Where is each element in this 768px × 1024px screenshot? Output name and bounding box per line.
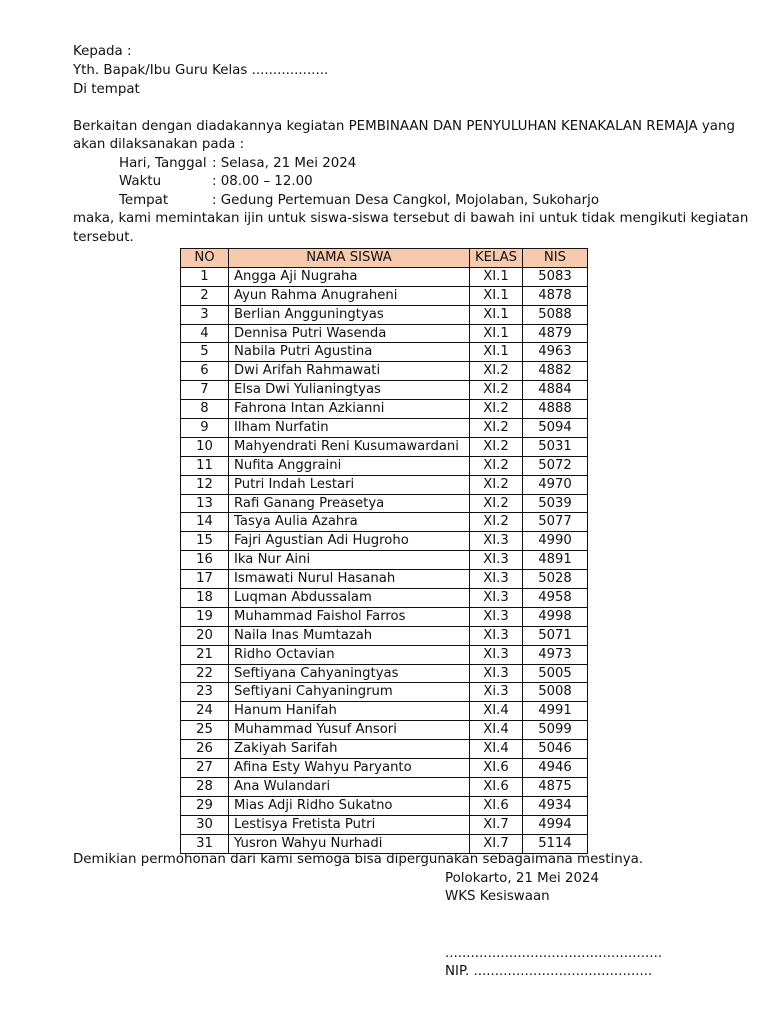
cell-no: 10 xyxy=(181,437,229,456)
table-row xyxy=(181,759,588,778)
cell-nis: 5114 xyxy=(523,834,588,853)
cell-name: Seftiyani Cahyaningrum xyxy=(229,683,470,702)
header-kelas: KELAS xyxy=(470,249,523,268)
header-no: NO xyxy=(181,249,229,268)
cell-no: 26 xyxy=(181,740,229,759)
table-row xyxy=(181,267,588,286)
recipient-label: Kepada : xyxy=(73,44,132,59)
cell-no: 31 xyxy=(181,834,229,853)
table-header-row xyxy=(181,249,588,268)
cell-kelas: XI.3 xyxy=(470,607,523,626)
cell-nis: 4879 xyxy=(523,324,588,343)
cell-nis: 5077 xyxy=(523,513,588,532)
cell-kelas: XI.2 xyxy=(470,437,523,456)
cell-name: Dwi Arifah Rahmawati xyxy=(229,362,470,381)
cell-name: Ilham Nurfatin xyxy=(229,419,470,438)
table-row xyxy=(181,589,588,608)
cell-kelas: XI.6 xyxy=(470,759,523,778)
cell-name: Elsa Dwi Yulianingtyas xyxy=(229,381,470,400)
place: Di tempat xyxy=(73,82,140,97)
cell-name: Muhammad Faishol Farros xyxy=(229,607,470,626)
detail-time xyxy=(119,173,313,191)
cell-kelas: XI.7 xyxy=(470,834,523,853)
table-row xyxy=(181,494,588,513)
cell-nis: 4882 xyxy=(523,362,588,381)
cell-nis: 4994 xyxy=(523,815,588,834)
cell-no: 27 xyxy=(181,759,229,778)
table-row xyxy=(181,437,588,456)
cell-name: Berlian Angguningtyas xyxy=(229,305,470,324)
table-row xyxy=(181,721,588,740)
detail-date xyxy=(119,155,356,173)
table-row xyxy=(181,626,588,645)
student-rows xyxy=(181,267,588,853)
cell-name: Fajri Agustian Adi Hugroho xyxy=(229,532,470,551)
cell-nis: 4878 xyxy=(523,286,588,305)
cell-name: Dennisa Putri Wasenda xyxy=(229,324,470,343)
cell-no: 8 xyxy=(181,400,229,419)
table-row xyxy=(181,305,588,324)
cell-nis: 4991 xyxy=(523,702,588,721)
detail-time-value: : 08.00 – 12.00 xyxy=(212,174,313,189)
cell-nis: 4998 xyxy=(523,607,588,626)
cell-kelas: XI.1 xyxy=(470,324,523,343)
cell-name: Afina Esty Wahyu Paryanto xyxy=(229,759,470,778)
cell-kelas: XI.3 xyxy=(470,570,523,589)
cell-kelas: XI.2 xyxy=(470,362,523,381)
cell-name: Ridho Octavian xyxy=(229,645,470,664)
cell-name: Muhammad Yusuf Ansori xyxy=(229,721,470,740)
cell-name: Ayun Rahma Anugraheni xyxy=(229,286,470,305)
cell-no: 22 xyxy=(181,664,229,683)
cell-no: 11 xyxy=(181,456,229,475)
table-row xyxy=(181,362,588,381)
cell-nis: 5046 xyxy=(523,740,588,759)
cell-kelas: XI.7 xyxy=(470,815,523,834)
table-row xyxy=(181,419,588,438)
cell-name: Mias Adji Ridho Sukatno xyxy=(229,796,470,815)
cell-kelas: XI.4 xyxy=(470,702,523,721)
table-row xyxy=(181,645,588,664)
cell-no: 4 xyxy=(181,324,229,343)
signature-name-line: ................................................... xyxy=(445,946,663,961)
cell-kelas: XI.6 xyxy=(470,796,523,815)
table-row xyxy=(181,286,588,305)
cell-name: Tasya Aulia Azahra xyxy=(229,513,470,532)
cell-name: Mahyendrati Reni Kusumawardani xyxy=(229,437,470,456)
cell-kelas: XI.2 xyxy=(470,400,523,419)
detail-venue xyxy=(119,192,599,210)
table-row xyxy=(181,513,588,532)
cell-no: 29 xyxy=(181,796,229,815)
signature-place-date: Polokarto, 21 Mei 2024 xyxy=(445,871,600,886)
cell-name: Yusron Wahyu Nurhadi xyxy=(229,834,470,853)
table-row xyxy=(181,324,588,343)
table-row xyxy=(181,381,588,400)
cell-nis: 5083 xyxy=(523,267,588,286)
cell-kelas: XI.4 xyxy=(470,721,523,740)
cell-no: 24 xyxy=(181,702,229,721)
cell-nis: 4973 xyxy=(523,645,588,664)
cell-kelas: XI.2 xyxy=(470,381,523,400)
cell-no: 5 xyxy=(181,343,229,362)
cell-no: 20 xyxy=(181,626,229,645)
cell-kelas: XI.2 xyxy=(470,419,523,438)
cell-nis: 5071 xyxy=(523,626,588,645)
cell-no: 7 xyxy=(181,381,229,400)
table-row xyxy=(181,702,588,721)
cell-name: Ismawati Nurul Hasanah xyxy=(229,570,470,589)
cell-kelas: XI.1 xyxy=(470,286,523,305)
table-row xyxy=(181,343,588,362)
cell-kelas: XI.1 xyxy=(470,267,523,286)
student-table xyxy=(180,248,588,854)
cell-kelas: XI.3 xyxy=(470,645,523,664)
cell-name: Naila Inas Mumtazah xyxy=(229,626,470,645)
cell-name: Putri Indah Lestari xyxy=(229,475,470,494)
cell-nis: 4888 xyxy=(523,400,588,419)
cell-nis: 5005 xyxy=(523,664,588,683)
cell-nis: 5028 xyxy=(523,570,588,589)
cell-nis: 5008 xyxy=(523,683,588,702)
cell-no: 30 xyxy=(181,815,229,834)
cell-nis: 4946 xyxy=(523,759,588,778)
cell-kelas: XI.3 xyxy=(470,532,523,551)
cell-no: 21 xyxy=(181,645,229,664)
detail-time-label: Waktu xyxy=(119,174,162,189)
cell-name: Ana Wulandari xyxy=(229,777,470,796)
cell-kelas: XI.2 xyxy=(470,475,523,494)
recipient: Yth. Bapak/Ibu Guru Kelas .................. xyxy=(73,63,329,78)
cell-kelas: XI.4 xyxy=(470,740,523,759)
detail-date-label: Hari, Tanggal xyxy=(119,156,207,171)
cell-kelas: XI.1 xyxy=(470,343,523,362)
signature-role: WKS Kesiswaan xyxy=(445,889,550,904)
header-nis: NIS xyxy=(523,249,588,268)
cell-name: Fahrona Intan Azkianni xyxy=(229,400,470,419)
cell-kelas: XI.3 xyxy=(470,551,523,570)
cell-name: Nabila Putri Agustina xyxy=(229,343,470,362)
cell-no: 23 xyxy=(181,683,229,702)
table-row xyxy=(181,740,588,759)
cell-kelas: XI.1 xyxy=(470,305,523,324)
cell-no: 25 xyxy=(181,721,229,740)
cell-name: Lestisya Fretista Putri xyxy=(229,815,470,834)
cell-nis: 5094 xyxy=(523,419,588,438)
table-row xyxy=(181,532,588,551)
header-name: NAMA SISWA xyxy=(229,249,470,268)
cell-kelas: XI.3 xyxy=(470,664,523,683)
cell-nis: 4970 xyxy=(523,475,588,494)
cell-no: 1 xyxy=(181,267,229,286)
cell-nis: 5088 xyxy=(523,305,588,324)
table-row xyxy=(181,456,588,475)
table-row xyxy=(181,570,588,589)
cell-name: Seftiyana Cahyaningtyas xyxy=(229,664,470,683)
cell-nis: 4990 xyxy=(523,532,588,551)
request-line-1: maka, kami memintakan ijin untuk siswa-siswa tersebut di bawah ini untuk tidak mengikuti kegiatan xyxy=(73,211,749,226)
cell-name: Rafi Ganang Preasetya xyxy=(229,494,470,513)
cell-no: 13 xyxy=(181,494,229,513)
cell-no: 12 xyxy=(181,475,229,494)
cell-nis: 4884 xyxy=(523,381,588,400)
cell-no: 15 xyxy=(181,532,229,551)
cell-name: Angga Aji Nugraha xyxy=(229,267,470,286)
cell-kelas: XI.6 xyxy=(470,777,523,796)
cell-no: 18 xyxy=(181,589,229,608)
cell-no: 9 xyxy=(181,419,229,438)
cell-no: 2 xyxy=(181,286,229,305)
cell-nis: 4958 xyxy=(523,589,588,608)
closing: Demikian permohonan dari kami semoga bisa dipergunakan sebagaimana mestinya. xyxy=(73,852,644,867)
cell-name: Luqman Abdussalam xyxy=(229,589,470,608)
cell-nis: 5099 xyxy=(523,721,588,740)
cell-no: 6 xyxy=(181,362,229,381)
cell-kelas: XI.2 xyxy=(470,494,523,513)
cell-nis: 4891 xyxy=(523,551,588,570)
cell-no: 17 xyxy=(181,570,229,589)
cell-no: 3 xyxy=(181,305,229,324)
table-row xyxy=(181,777,588,796)
detail-venue-label: Tempat xyxy=(119,193,169,208)
table-row xyxy=(181,796,588,815)
cell-nis: 5031 xyxy=(523,437,588,456)
cell-no: 19 xyxy=(181,607,229,626)
cell-kelas: XI.3 xyxy=(470,589,523,608)
cell-name: Nufita Anggraini xyxy=(229,456,470,475)
table-row xyxy=(181,664,588,683)
cell-kelas: XI.2 xyxy=(470,456,523,475)
cell-no: 28 xyxy=(181,777,229,796)
intro-line-2: akan dilaksanakan pada : xyxy=(73,137,245,152)
cell-kelas: XI.3 xyxy=(470,626,523,645)
table-row xyxy=(181,815,588,834)
cell-nis: 4963 xyxy=(523,343,588,362)
signature-nip-line: NIP. .......................................... xyxy=(445,964,653,979)
cell-nis: 4875 xyxy=(523,777,588,796)
cell-name: Zakiyah Sarifah xyxy=(229,740,470,759)
request-line-2: tersebut. xyxy=(73,230,134,245)
table-row xyxy=(181,475,588,494)
cell-nis: 4934 xyxy=(523,796,588,815)
cell-kelas: XI.2 xyxy=(470,513,523,532)
cell-name: Ika Nur Aini xyxy=(229,551,470,570)
cell-nis: 5072 xyxy=(523,456,588,475)
cell-kelas: Xi.3 xyxy=(470,683,523,702)
cell-no: 14 xyxy=(181,513,229,532)
table-row xyxy=(181,400,588,419)
detail-date-value: : Selasa, 21 Mei 2024 xyxy=(212,156,357,171)
detail-venue-value: : Gedung Pertemuan Desa Cangkol, Mojolaban, Sukoharjo xyxy=(212,193,600,208)
intro-line-1: Berkaitan dengan diadakannya kegiatan PEMBINAAN DAN PENYULUHAN KENAKALAN REMAJA yang xyxy=(73,119,736,134)
table-row xyxy=(181,607,588,626)
cell-nis: 5039 xyxy=(523,494,588,513)
table-row xyxy=(181,683,588,702)
cell-no: 16 xyxy=(181,551,229,570)
cell-name: Hanum Hanifah xyxy=(229,702,470,721)
table-row xyxy=(181,551,588,570)
